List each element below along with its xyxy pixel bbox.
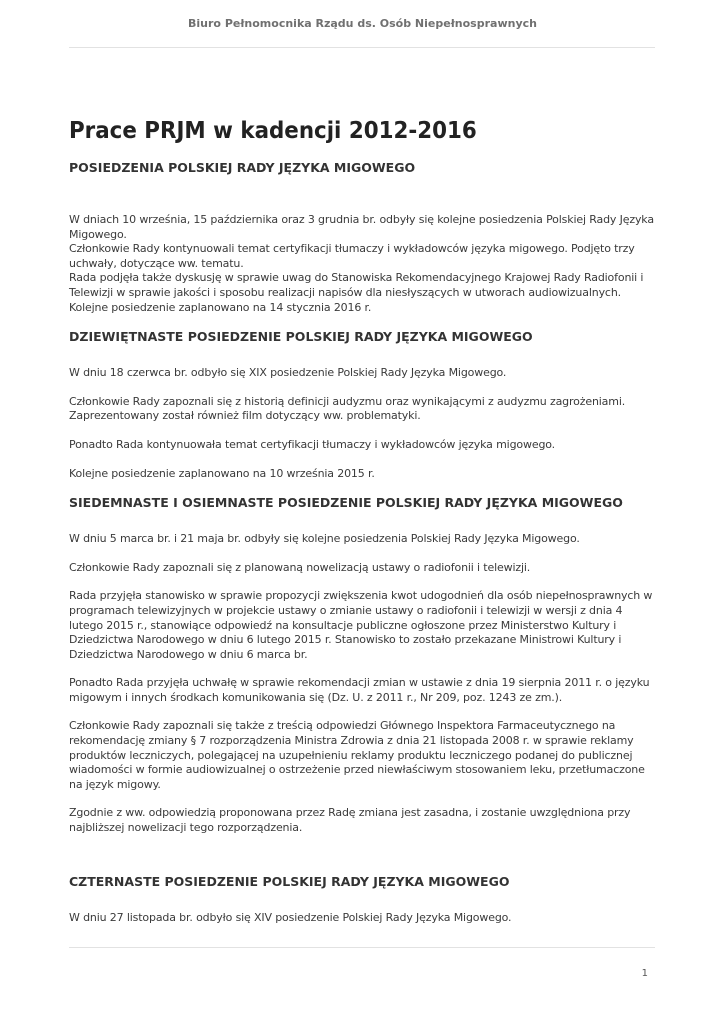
paragraph: Rada przyjęła stanowisko w sprawie propozycji zwiększenia kwot udogodnień dla osób niepełnosprawnych w programach telewizyjnych w projekcie ustawy o zmianie ustawy o radiofonii i telewizji w wersji z dnia 4 lutego 2015 r., stanowiące odpowiedź na konsultacje publiczne ogłoszone przez Ministerstwo Kultury i Dziedzictwa Narodowego w dniu 6 lutego 2015 r. Stanowisko to zostało przekazane Ministrowi Kultury i Dziedzictwa Narodowego w dniu 6 marca br. bbox=[69, 589, 653, 661]
paragraph: Rada podjęła także dyskusję w sprawie uwag do Stanowiska Rekomendacyjnego Krajowej Rady Radiofonii i Telewizji w sprawie jakości i sposobu realizacji napisów dla niesłyszących w utworach audiowizualnych. bbox=[69, 271, 644, 299]
paragraph: Członkowie Rady zapoznali się z planowaną nowelizacją ustawy o radiofonii i telewizji. bbox=[69, 560, 531, 574]
section-heading: POSIEDZENIA POLSKIEJ RADY JĘZYKA MIGOWEGO bbox=[69, 160, 416, 175]
header-divider bbox=[69, 47, 655, 48]
section-heading: CZTERNASTE POSIEDZENIE POLSKIEJ RADY JĘZYKA MIGOWEGO bbox=[69, 873, 510, 889]
page-title: Prace PRJM w kadencji 2012-2016 bbox=[69, 118, 477, 144]
paragraph: W dniu 5 marca br. i 21 maja br. odbyły się kolejne posiedzenia Polskiej Rady Języka Migowego. bbox=[69, 532, 580, 546]
paragraph: Ponadto Rada przyjęła uchwałę w sprawie rekomendacji zmian w ustawie z dnia 19 sierpnia 2011 r. o języku migowym i innych środkach komunikowania się (Dz. U. z 2011 r., Nr 209, poz. 1243 ze zm.). bbox=[69, 676, 650, 704]
page-number: 1 bbox=[641, 968, 648, 979]
document-header: Biuro Pełnomocnika Rządu ds. Osób Niepełnosprawnych bbox=[188, 17, 537, 30]
paragraph: Ponadto Rada kontynuowała temat certyfikacji tłumaczy i wykładowców języka migowego. bbox=[69, 437, 556, 451]
paragraph: Zgodnie z ww. odpowiedzią proponowana przez Radę zmiana jest zasadna, i zostanie uwzględniona przy najbliższej nowelizacji tego rozporządzenia. bbox=[69, 806, 631, 835]
paragraph: Członkowie Rady zapoznali się z historią definicji audyzmu oraz wynikającymi z audyzmu zagrożeniami. Zaprezentowany został również film dotyczący ww. problematyki. bbox=[69, 394, 626, 423]
paragraph: W dniu 18 czerwca br. odbyło się XIX posiedzenie Polskiej Rady Języka Migowego. bbox=[69, 366, 507, 380]
section-heading: SIEDEMNASTE I OSIEMNASTE POSIEDZENIE POLSKIEJ RADY JĘZYKA MIGOWEGO bbox=[69, 495, 623, 511]
paragraph: Członkowie Rady kontynuowali temat certyfikacji tłumaczy i wykładowców języka migowego. Podjęto trzy uchwały, dotyczące ww. tematu. bbox=[69, 242, 635, 270]
paragraph: W dniu 27 listopada br. odbyło się XIV posiedzenie Polskiej Rady Języka Migowego. bbox=[69, 910, 512, 924]
paragraph: W dniach 10 września, 15 października oraz 3 grudnia br. odbyły się kolejne posiedzenia Polskiej Rady Języka Migowego. bbox=[69, 213, 654, 241]
section-heading: DZIEWIĘTNASTE POSIEDZENIE POLSKIEJ RADY JĘZYKA MIGOWEGO bbox=[69, 329, 533, 345]
document-body bbox=[69, 118, 659, 925]
paragraph: Kolejne posiedzenie zaplanowano na 14 stycznia 2016 r. bbox=[69, 300, 372, 314]
footer-divider bbox=[69, 947, 655, 948]
paragraph: Kolejne posiedzenie zaplanowano na 10 września 2015 r. bbox=[69, 466, 375, 480]
paragraph: Członkowie Rady zapoznali się także z treścią odpowiedzi Głównego Inspektora Farmaceutycznego na rekomendację zmiany § 7 rozporządzenia Ministra Zdrowia z dnia 21 listopada 2008 r. w sprawie reklamy produktów leczniczych, polegającej na uzupełnieniu reklamy produktu leczniczego podanej do publicznej wiadomości w formie audiowizualnej o ostrzeżenie przed niewłaściwym stosowaniem leku, przetłumaczone na język migowy. bbox=[69, 719, 645, 791]
